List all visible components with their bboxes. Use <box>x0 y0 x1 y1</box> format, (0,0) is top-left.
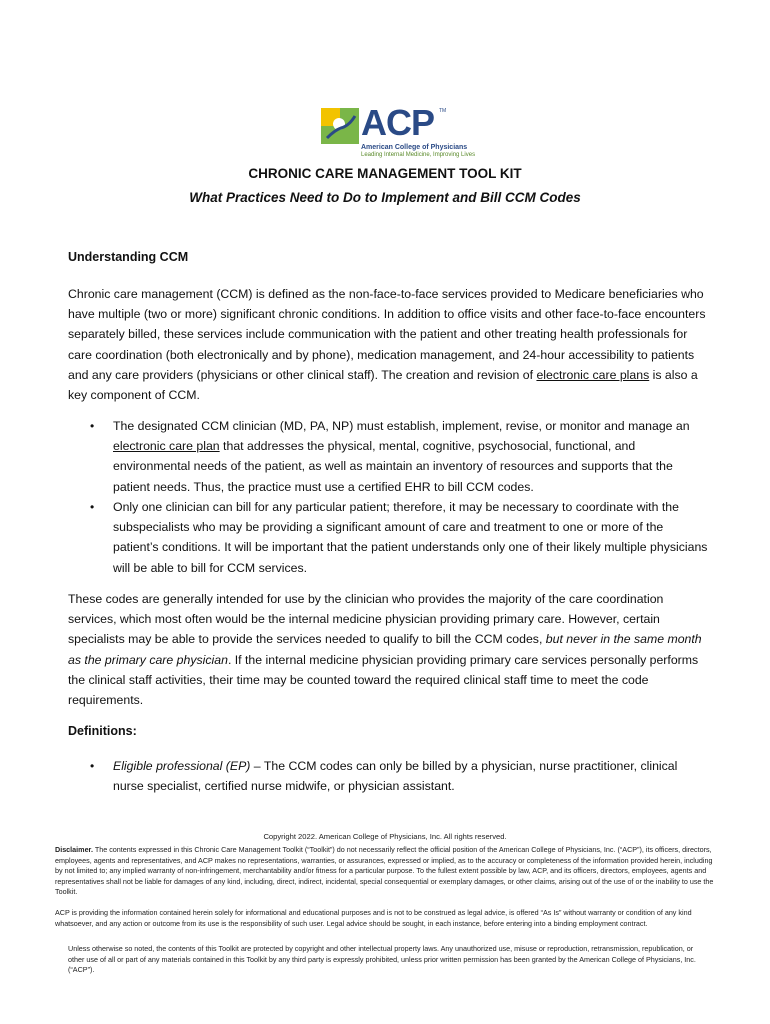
intro-paragraph <box>68 284 708 405</box>
electronic-care-plans-link[interactable]: electronic care plans <box>536 367 650 382</box>
section-heading-definitions: Definitions: <box>68 724 137 738</box>
bullet-text <box>113 756 708 796</box>
copyright-notice: Copyright 2022. American College of Physicians, Inc. All rights reserved. <box>263 832 507 841</box>
intro-text-1: Chronic care management (CCM) is defined as the non-face-to-face services provided to Medicare beneficiaries who have multiple (two or more) significant chronic conditions. In addition to office visits and other face-to-face encounters separately billed, these services include communication with the patient and other treating health professionals for care coordination (both electronically and by phone), medication management, and 24-hour accessibility to patients and any care providers (physicians or other clinical staff). The creation and revision of <box>68 287 706 382</box>
acp-logo-tm: TM <box>439 108 447 114</box>
page-title: CHRONIC CARE MANAGEMENT TOOL KIT <box>248 166 522 181</box>
codes-text-2: . If the internal medicine physician providing primary care services personally performs the clinical staff activities, their time may be counted toward the required clinical staff time to meet the code requirements. <box>68 652 699 708</box>
electronic-care-plan-link[interactable]: electronic care plan <box>113 439 220 454</box>
legal-advice-paragraph: ACP is providing the information contained herein solely for informational and educational purposes and is not to be construed as legal advice, is offered “As Is” without warranty or condition of any kind whatsoever, and any action or outcome from its use is the responsibility of such user. Legal advice should be sought, in each instance, before entering into a binding employment contract. <box>55 908 692 928</box>
definition-text: – The CCM codes can only be billed by a physician, nurse practitioner, clinical nurse specialist, certified nurse midwife, or physician assistant. <box>113 759 678 794</box>
intro-text-2: is also a key component of CCM. <box>68 367 698 403</box>
codes-paragraph <box>68 589 708 710</box>
acp-logo-org: American College of Physicians <box>361 144 468 151</box>
bullet-text <box>113 416 708 497</box>
disclaimer-label: Disclaimer. <box>55 845 93 854</box>
acp-logo-mark-icon <box>321 108 359 144</box>
bullet-text: Only one clinician can bill for any particular patient; therefore, it may be necessary to coordinate with the subspecialists who may be providing a significant amount of care and treatment to one or more of the patient’s conditions. It will be important that the patient understands only one of their likely multiple physicians will be able to bill for CCM services. <box>113 500 708 575</box>
page-subtitle: What Practices Need to Do to Implement and Bill CCM Codes <box>189 190 581 205</box>
definition-term: Eligible professional (EP) <box>113 759 251 773</box>
bullet-text-part: The designated CCM clinician (MD, PA, NP) must establish, implement, revise, or monitor and manage an <box>113 419 690 433</box>
acp-logo-text: ACP <box>361 102 435 143</box>
rights-paragraph: Unless otherwise so noted, the contents of this Toolkit are protected by copyright and other intellectual property laws. Any unauthorized use, misuse or reproduction, retransmission, republication, or other use of all or part of any materials contained in this Toolkit by any third party is expressly prohibited, unless prior written permission has been granted by the American College of Physicians, Inc. (“ACP”). <box>68 944 696 975</box>
codes-text-1: These codes are generally intended for use by the clinician who provides the majority of the care coordination services, which most often would be the internal medicine physician providing primary care. However, certain specialists may be able to provide the services needed to qualify to bill the CCM codes, <box>68 592 664 647</box>
section-heading-understanding: Understanding CCM <box>68 250 189 264</box>
codes-text-italic: but never in the same month as the primary care physician <box>68 632 702 667</box>
acp-logo <box>321 102 476 162</box>
bullet-icon: • <box>90 419 95 433</box>
bullet-text-part: that addresses the physical, mental, cognitive, psychosocial, functional, and environmental needs of the patient, as well as maintain an inventory of resources and supports that the patient needs. Thus, the practice must use a certified EHR to bill CCM codes. <box>113 439 673 494</box>
disclaimer-text: The contents expressed in this Chronic Care Management Toolkit (“Toolkit”) do not necessarily reflect the official position of the American College of Physicians, Inc. (“ACP”), its officers, directors, employees, agents and representatives, and ACP makes no representations, warranties, or assurances, expressed or implied, as to the accuracy or completeness of the information provided herein, including by not limited to; any implied warranty of non-infringement, merchantability and/or fitness for a particular purpose. To the fullest extent possible by law, ACP, and its officers, directors, employees, agents and representatives shall not be liable for damages of any kind, including, direct, indirect, incidental, special consequential or exemplary damages, or other claims, arising out of the use of or the inability to use the Toolkit. <box>55 845 714 897</box>
disclaimer-paragraph <box>55 845 715 898</box>
acp-logo-tagline: Leading Internal Medicine, Improving Lives <box>361 152 476 158</box>
bullet-icon: • <box>90 500 95 514</box>
bullet-icon: • <box>90 759 95 773</box>
